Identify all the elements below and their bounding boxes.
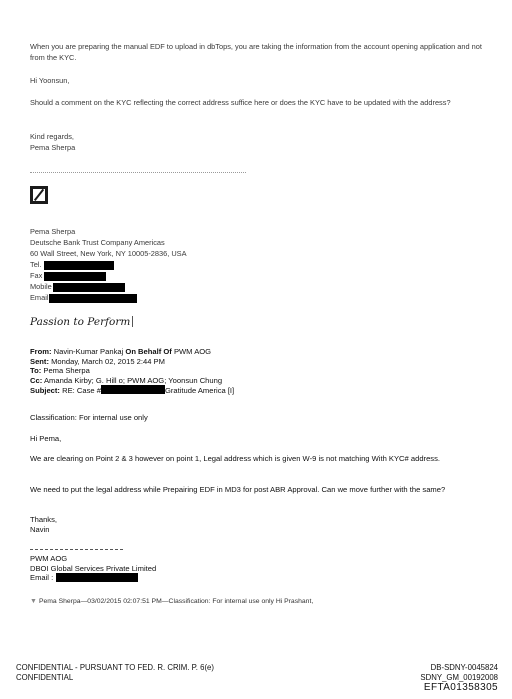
footer-efta: EFTA01358305 xyxy=(423,682,498,693)
classification-text: Classification: For internal use only xyxy=(30,413,148,422)
signature-fax-row xyxy=(30,271,490,282)
from-line: From: Navin-Kumar Pankaj On Behalf Of PWM AOG xyxy=(30,347,212,356)
sent-line: Sent: Monday, March 02, 2015 2:44 PM xyxy=(30,356,165,366)
top-sender: Pema Sherpa xyxy=(30,143,76,152)
signature-divider xyxy=(30,549,123,550)
body-paragraph-1: We are clearing on Point 2 & 3 however on point 1, Legal address which is given W-9 is not matching With KYC# address. xyxy=(30,454,440,463)
body-paragraph-2: We need to put the legal address while Prepairing EDF in MD3 for post ABR Approval. Can we move further with the same? xyxy=(30,485,446,494)
redaction-box xyxy=(56,573,138,582)
sig2-company: DBOI Global Services Private Limited xyxy=(30,564,157,573)
tel-label: Tel. xyxy=(30,260,42,269)
slogan-text: Passion to Perform xyxy=(30,316,131,328)
footer-confidential-2: CONFIDENTIAL xyxy=(16,673,74,682)
email-header xyxy=(30,347,485,396)
footer-confidential-1: CONFIDENTIAL - PURSUANT TO FED. R. CRIM. P. 6(e) xyxy=(16,663,214,672)
signature-mobile-row xyxy=(30,282,490,293)
trail-text: Pema Sherpa—03/02/2015 02:07:51 PM—Classification: For internal use only Hi Prashant, xyxy=(38,598,314,605)
redaction-box xyxy=(44,261,114,270)
footer-bates-2: SDNY_GM_00192008 xyxy=(420,673,498,682)
footer-right xyxy=(420,663,498,693)
subject-line: Subject: RE: Case # Gratitude America [I] xyxy=(30,386,235,396)
signature-company: Deutsche Bank Trust Company Americas xyxy=(30,238,165,247)
cc-line: Cc: Amanda Kirby; G. Hill o; PWM AOG; Yoonsun Chung xyxy=(30,375,223,385)
footer-bates-1: DB-SDNY-0045824 xyxy=(430,663,498,672)
to-line: To: Pema Sherpa xyxy=(30,366,90,376)
slogan xyxy=(30,316,133,328)
redaction-box xyxy=(49,294,137,303)
body-thanks: Thanks, xyxy=(30,515,58,524)
top-paragraph-1: When you are preparing the manual EDF to upload in dbTops, you are taking the information from the account opening application and not from the KYC. xyxy=(30,42,482,62)
signature-address: 60 Wall Street, New York, NY 10005-2836, USA xyxy=(30,249,187,258)
fax-label: Fax xyxy=(30,271,43,280)
mobile-label: Mobile xyxy=(30,282,52,291)
separator-line xyxy=(30,172,246,173)
top-closing: Kind regards, xyxy=(30,132,74,141)
top-greeting: Hi Yoonsun, xyxy=(30,76,70,85)
previous-message-trail xyxy=(30,598,313,605)
email-label: Email xyxy=(30,293,49,302)
bank-logo-icon xyxy=(30,186,48,204)
redaction-box xyxy=(44,272,106,281)
redaction-box xyxy=(53,283,125,292)
redaction-box xyxy=(101,385,165,394)
body-name: Navin xyxy=(30,525,50,534)
top-paragraph-2: Should a comment on the KYC reflecting the correct address suffice here or does the KYC have to be updated with the address? xyxy=(30,98,451,107)
sig2-team: PWM AOG xyxy=(30,554,68,563)
sig2-email-row xyxy=(30,573,485,583)
signature-tel-row xyxy=(30,260,490,271)
expand-arrow-icon: ▼ xyxy=(30,598,37,605)
footer-left xyxy=(16,663,214,683)
signature-name: Pema Sherpa xyxy=(30,227,76,236)
sig2-email-label: Email : xyxy=(30,573,54,582)
body-greeting: Hi Pema, xyxy=(30,434,62,443)
signature-email-row xyxy=(30,293,490,304)
